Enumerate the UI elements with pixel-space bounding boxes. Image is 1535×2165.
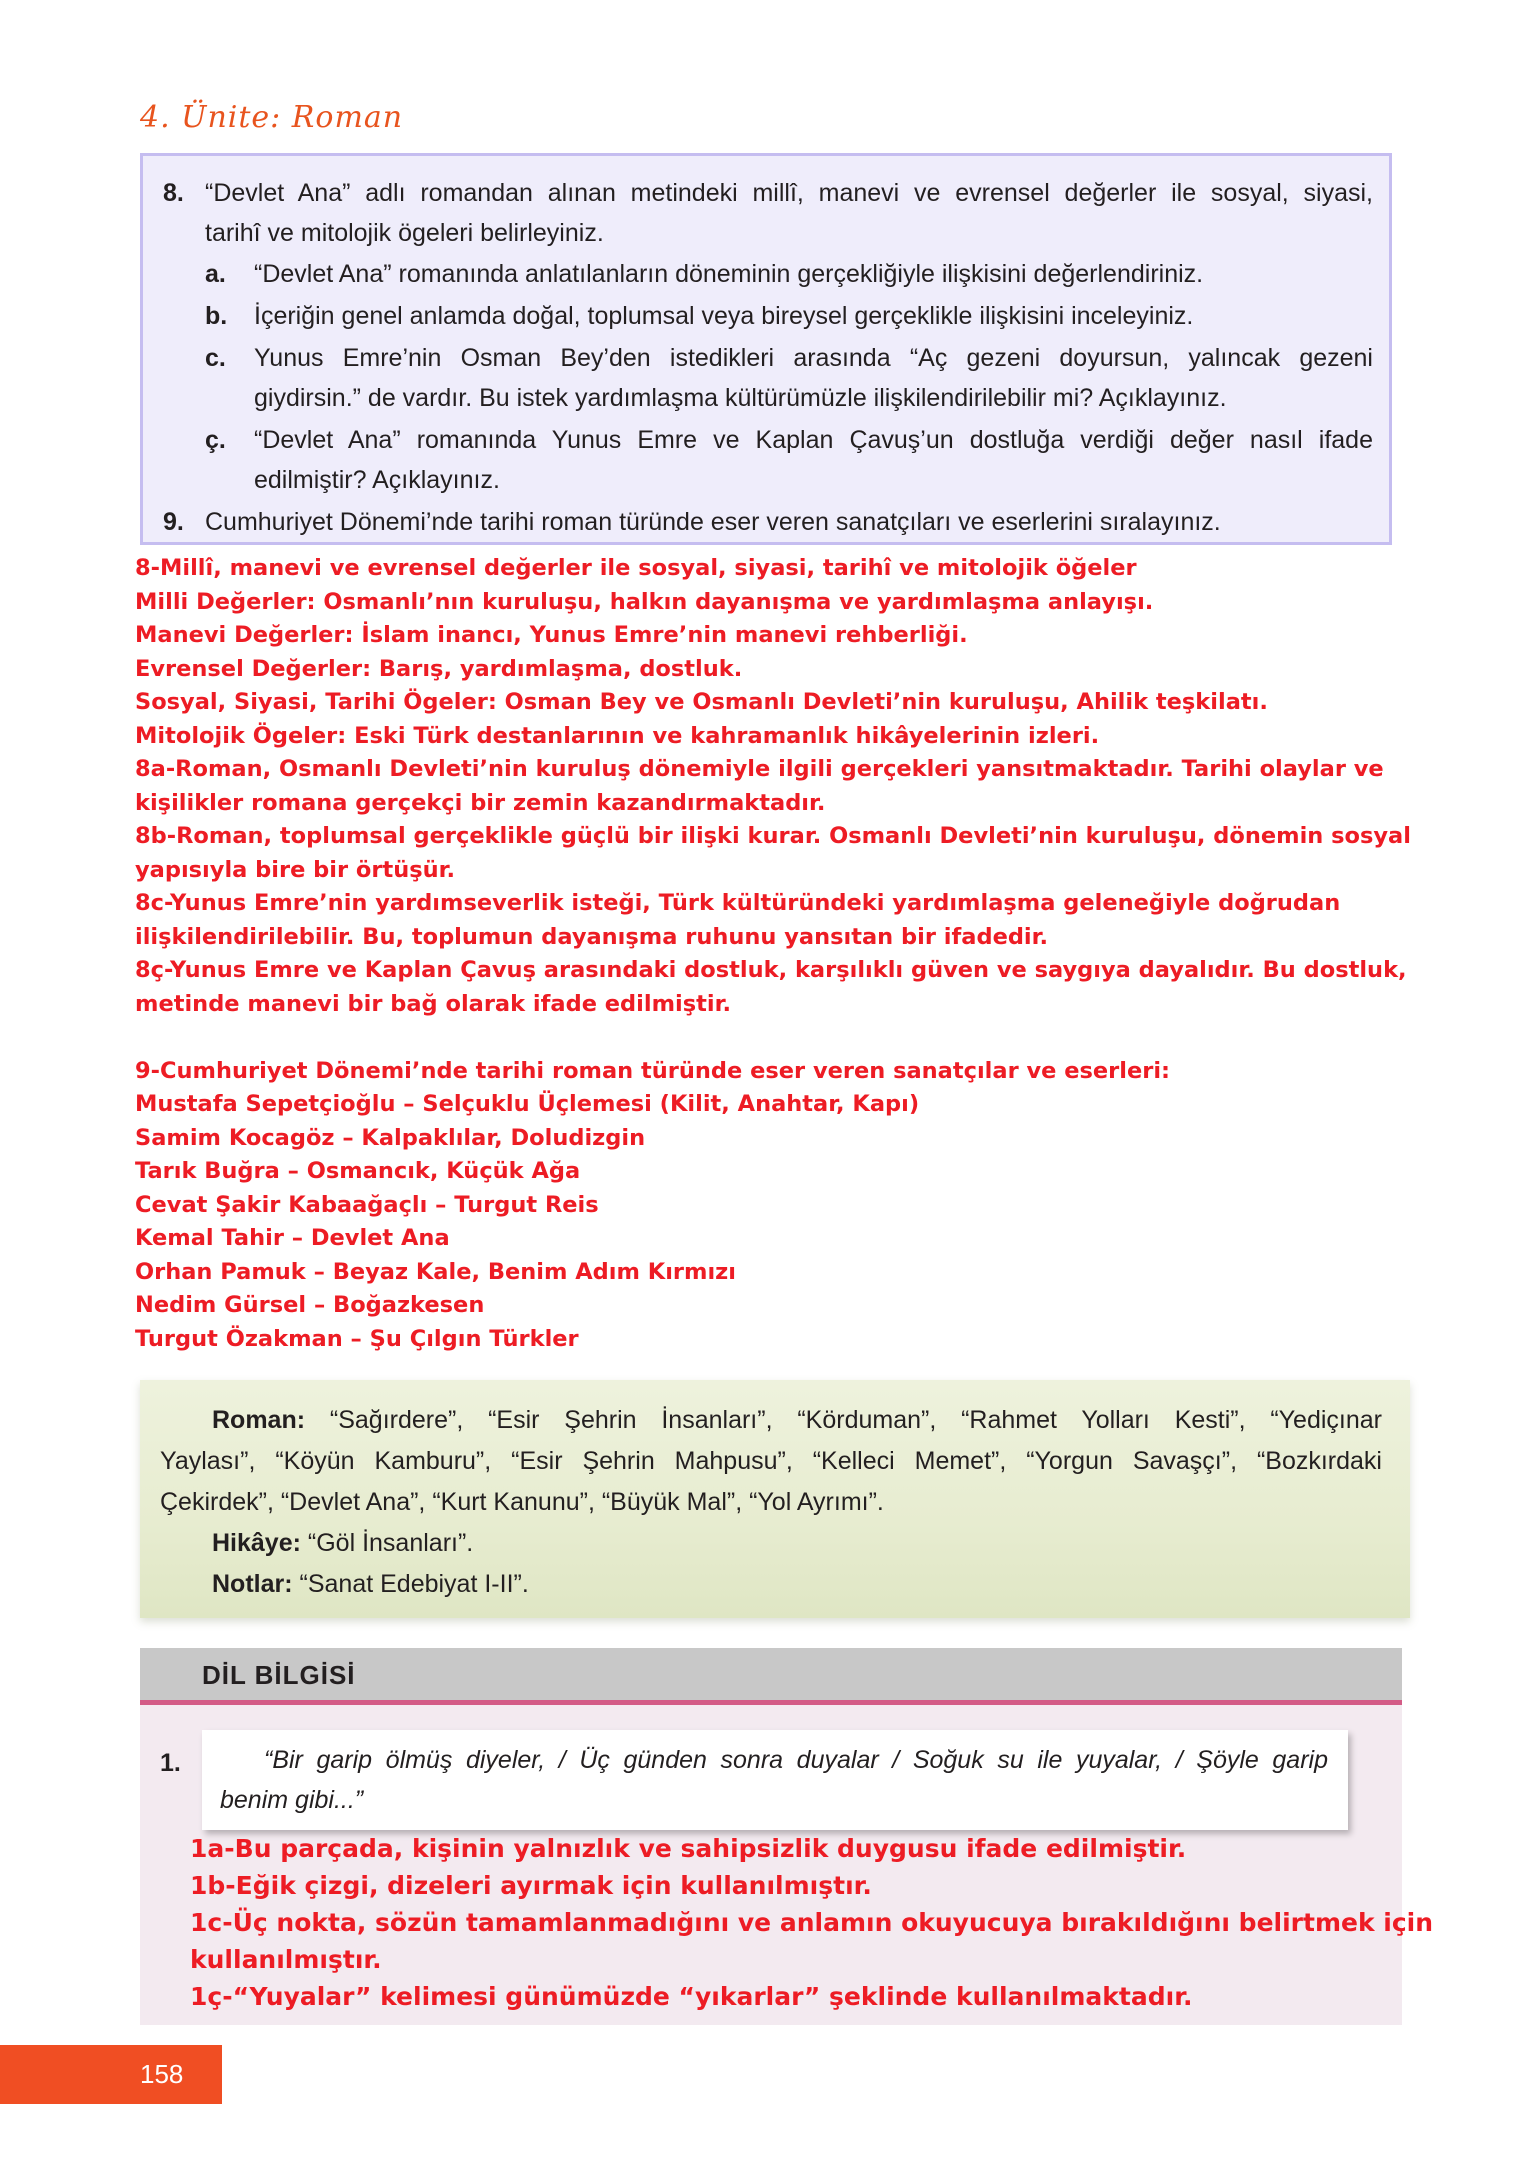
grammar-answer-line: 1ç-“Yuyalar” kelimesi günümüzde “yıkarlar” şeklinde kullanılmaktadır. [190, 1982, 1193, 2011]
works-notlar-line [212, 1564, 529, 1604]
answers-section [135, 552, 1411, 1356]
works-roman-label: Roman: [212, 1406, 306, 1434]
answer-line: Milli Değerler: Osmanlı’nın kuruluşu, halkın dayanışma ve yardımlaşma anlayışı. [135, 588, 1154, 615]
question-8c-line-1: Yunus Emre’nin Osman Bey’den istedikleri arasında “Aç gezeni doyursun, yalıncak gezeni [254, 344, 1373, 372]
answer-line: 9-Cumhuriyet Dönemi’nde tarihi roman türünde eser veren sanatçılar ve eserleri: [135, 1057, 1171, 1084]
answer-line: ilişkilendirilebilir. Bu, toplumun dayanışma ruhunu yansıtan bir ifadedir. [135, 923, 1049, 950]
answer-line: 8-Millî, manevi ve evrensel değerler ile sosyal, siyasi, tarihî ve mitolojik öğeler [135, 555, 1137, 581]
grammar-answer-line: kullanılmıştır. [190, 1945, 382, 1974]
question-9-text: Cumhuriyet Dönemi’nde tarihi roman türünde eser veren sanatçıları ve eserlerini sıralayınız. [205, 508, 1221, 536]
question-8-line-2: tarihî ve mitolojik ögeleri belirleyiniz. [205, 219, 604, 247]
answer-line: Sosyal, Siyasi, Tarihi Ögeler: Osman Bey ve Osmanlı Devleti’nin kuruluşu, Ahilik teşkilatı. [135, 689, 1268, 715]
answer-line: Cevat Şakir Kabaağaçlı – Turgut Reis [135, 1191, 599, 1218]
works-note-box [140, 1380, 1410, 1618]
answer-line: Nedim Gürsel – Boğazkesen [135, 1292, 485, 1318]
answer-line: 8b-Roman, toplumsal gerçeklikle güçlü bir ilişki kurar. Osmanlı Devleti’nin kuruluşu, dönemin sosyal [135, 823, 1411, 849]
answer-line: Samim Kocagöz – Kalpaklılar, Doludizgin [135, 1124, 646, 1151]
page-number: 158 [140, 2059, 184, 2089]
answer-line: kişilikler romana gerçekçi bir zemin kazandırmaktadır. [135, 789, 826, 816]
grammar-answers [190, 1830, 1434, 2015]
question-8c-label: c. [205, 344, 226, 372]
question-8cc-label: ç. [205, 426, 226, 454]
grammar-section-header [140, 1648, 1402, 1705]
works-notlar-label: Notlar: [212, 1570, 293, 1598]
answer-line: Turgut Özakman – Şu Çılgın Türkler [135, 1325, 579, 1352]
grammar-answer-line: 1c-Üç nokta, sözün tamamlanmadığını ve anlamın okuyucuya bırakıldığını belirtmek için [190, 1908, 1434, 1937]
grammar-answer-line: 1b-Eğik çizgi, dizeleri ayırmak için kullanılmıştır. [190, 1871, 872, 1900]
works-roman-text-1: “Sağırdere”, “Esir Şehrin İnsanları”, “Körduman”, “Rahmet Yolları Kesti”, “Yediçınar [329, 1406, 1383, 1434]
works-hikaye-line [212, 1523, 473, 1563]
question-8a-text: “Devlet Ana” romanında anlatılanların döneminin gerçekliğiyle ilişkisini değerlendiriniz. [254, 260, 1204, 288]
question-8b-label: b. [205, 302, 228, 330]
question-8-line-1: “Devlet Ana” adlı romandan alınan metindeki millî, manevi ve evrensel değerler ile sosyal, siyasi, [205, 179, 1373, 207]
answer-line: Tarık Buğra – Osmancık, Küçük Ağa [135, 1158, 581, 1184]
grammar-question-1-number: 1. [160, 1749, 181, 1777]
answer-line: 8c-Yunus Emre’nin yardımseverlik isteği, Türk kültüründeki yardımlaşma geleneğiyle doğrudan [135, 890, 1341, 916]
quote-line-2: benim gibi...” [220, 1786, 364, 1814]
works-hikaye-text: “Göl İnsanları”. [307, 1529, 474, 1557]
answer-line: Manevi Değerler: İslam inancı, Yunus Emre’nin manevi rehberliği. [135, 622, 968, 648]
answer-line: Mustafa Sepetçioğlu – Selçuklu Üçlemesi (Kilit, Anahtar, Kapı) [135, 1091, 920, 1117]
question-8cc-line-1: “Devlet Ana” romanında Yunus Emre ve Kaplan Çavuş’un dostluğa verdiği değer nasıl ifade [254, 426, 1373, 454]
answer-line: Evrensel Değerler: Barış, yardımlaşma, dostluk. [135, 655, 743, 682]
works-notlar-text: “Sanat Edebiyat I-II”. [299, 1570, 529, 1598]
question-8b-text: İçeriğin genel anlamda doğal, toplumsal veya bireysel gerçeklikle ilişkisini inceleyiniz. [254, 302, 1194, 330]
question-9-number: 9. [163, 508, 184, 536]
quote-line-1: “Bir garip ölmüş diyeler, / Üç günden sonra duyalar / Soğuk su ile yuyalar, / Şöyle garip [264, 1746, 1328, 1774]
question-8cc-line-2: edilmiştir? Açıklayınız. [254, 466, 500, 494]
grammar-section-title: DİL BİLGİSİ [202, 1660, 356, 1690]
works-hikaye-label: Hikâye: [212, 1529, 301, 1557]
question-8c-line-2: giydirsin.” de vardır. Bu istek yardımlaşma kültürümüzle ilişkilendirilebilir mi? Açıklayınız. [254, 384, 1227, 412]
works-roman-line-2: Yaylası”, “Köyün Kamburu”, “Esir Şehrin Mahpusu”, “Kelleci Memet”, “Yorgun Savaşçı”, “Bozkırdaki [160, 1447, 1382, 1475]
unit-title: 4. Ünite: Roman [140, 100, 404, 135]
answer-line: Kemal Tahir – Devlet Ana [135, 1225, 450, 1251]
answer-line: metinde manevi bir bağ olarak ifade edilmiştir. [135, 990, 732, 1017]
works-roman-line-3: Çekirdek”, “Devlet Ana”, “Kurt Kanunu”, “Büyük Mal”, “Yol Ayrımı”. [160, 1488, 884, 1516]
question-8-number: 8. [163, 179, 184, 207]
question-8a-label: a. [205, 260, 226, 288]
answer-spacer [135, 1021, 1405, 1055]
works-roman-line-1 [212, 1400, 1382, 1440]
answer-line: Orhan Pamuk – Beyaz Kale, Benim Adım Kırmızı [135, 1258, 736, 1285]
answer-line: 8a-Roman, Osmanlı Devleti’nin kuruluş dönemiyle ilgili gerçekleri yansıtmaktadır. Tarihi olaylar ve [135, 756, 1384, 782]
quote-card [202, 1730, 1348, 1830]
answer-line: 8ç-Yunus Emre ve Kaplan Çavuş arasındaki dostluk, karşılıklı güven ve saygıya dayalıdır. Bu dostluk, [135, 957, 1407, 983]
page-number-box [0, 2045, 222, 2104]
question-box [140, 153, 1392, 545]
answer-line: Mitolojik Ögeler: Eski Türk destanlarının ve kahramanlık hikâyelerinin izleri. [135, 722, 1100, 749]
grammar-answer-line: 1a-Bu parçada, kişinin yalnızlık ve sahipsizlik duygusu ifade edilmiştir. [190, 1834, 1187, 1863]
answer-line: yapısıyla bire bir örtüşür. [135, 856, 456, 883]
